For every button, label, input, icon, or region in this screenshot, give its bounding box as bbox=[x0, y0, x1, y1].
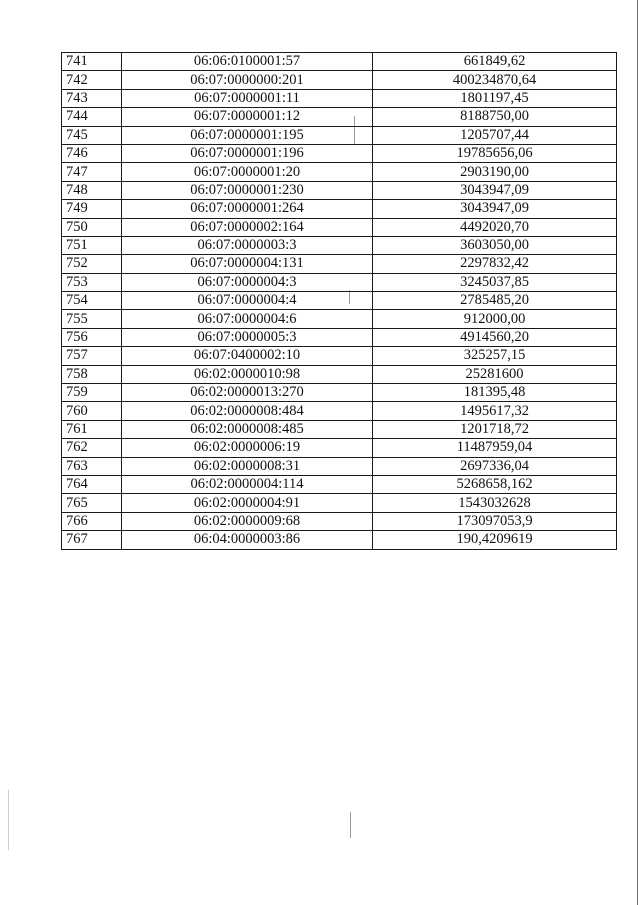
table-row bbox=[62, 163, 617, 181]
value-cell: 173097053,9 bbox=[373, 512, 617, 530]
table-row bbox=[62, 494, 617, 512]
value-cell: 4914560,20 bbox=[373, 328, 617, 346]
table-row bbox=[62, 512, 617, 530]
value-cell: 1801197,45 bbox=[373, 89, 617, 107]
table-row bbox=[62, 457, 617, 475]
cadastral-number-cell: 06:02:0000010:98 bbox=[122, 365, 373, 383]
row-number-cell: 744 bbox=[62, 108, 122, 126]
cadastral-number-cell: 06:07:0000001:264 bbox=[122, 200, 373, 218]
row-number-cell: 745 bbox=[62, 126, 122, 144]
value-cell: 325257,15 bbox=[373, 347, 617, 365]
table-row bbox=[62, 53, 617, 71]
cadastral-number-cell: 06:07:0000004:3 bbox=[122, 273, 373, 291]
table-row bbox=[62, 420, 617, 438]
row-number-cell: 741 bbox=[62, 53, 122, 71]
cadastral-number-cell: 06:07:0000001:12 bbox=[122, 108, 373, 126]
table-row bbox=[62, 475, 617, 493]
table-row bbox=[62, 144, 617, 162]
cadastral-number-cell: 06:06:0100001:57 bbox=[122, 53, 373, 71]
table-body bbox=[62, 53, 617, 550]
cadastral-number-cell: 06:02:0000004:91 bbox=[122, 494, 373, 512]
value-cell: 8188750,00 bbox=[373, 108, 617, 126]
value-cell: 400234870,64 bbox=[373, 71, 617, 89]
value-cell: 11487959,04 bbox=[373, 439, 617, 457]
value-cell: 3043947,09 bbox=[373, 200, 617, 218]
row-number-cell: 763 bbox=[62, 457, 122, 475]
cadastral-number-cell: 06:02:0000008:31 bbox=[122, 457, 373, 475]
row-number-cell: 752 bbox=[62, 255, 122, 273]
row-number-cell: 765 bbox=[62, 494, 122, 512]
table-row bbox=[62, 328, 617, 346]
value-cell: 2903190,00 bbox=[373, 163, 617, 181]
value-cell: 3245037,85 bbox=[373, 273, 617, 291]
table-row bbox=[62, 347, 617, 365]
value-cell: 190,4209619 bbox=[373, 531, 617, 549]
cadastral-number-cell: 06:02:0000008:485 bbox=[122, 420, 373, 438]
value-cell: 912000,00 bbox=[373, 310, 617, 328]
cadastral-value-table bbox=[61, 52, 617, 550]
row-number-cell: 757 bbox=[62, 347, 122, 365]
table-row bbox=[62, 439, 617, 457]
cadastral-number-cell: 06:02:0000006:19 bbox=[122, 439, 373, 457]
row-number-cell: 762 bbox=[62, 439, 122, 457]
cadastral-number-cell: 06:07:0000004:4 bbox=[122, 292, 373, 310]
scan-artifact bbox=[8, 790, 9, 850]
row-number-cell: 755 bbox=[62, 310, 122, 328]
value-cell: 25281600 bbox=[373, 365, 617, 383]
row-number-cell: 756 bbox=[62, 328, 122, 346]
table-row bbox=[62, 384, 617, 402]
row-number-cell: 760 bbox=[62, 402, 122, 420]
table-row bbox=[62, 236, 617, 254]
value-cell: 2785485,20 bbox=[373, 292, 617, 310]
value-cell: 19785656,06 bbox=[373, 144, 617, 162]
cadastral-number-cell: 06:07:0400002:10 bbox=[122, 347, 373, 365]
cadastral-number-cell: 06:07:0000004:131 bbox=[122, 255, 373, 273]
cadastral-number-cell: 06:07:0000005:3 bbox=[122, 328, 373, 346]
value-cell: 661849,62 bbox=[373, 53, 617, 71]
scan-artifact bbox=[350, 812, 351, 838]
cadastral-number-cell: 06:02:0000009:68 bbox=[122, 512, 373, 530]
row-number-cell: 746 bbox=[62, 144, 122, 162]
row-number-cell: 764 bbox=[62, 475, 122, 493]
row-number-cell: 767 bbox=[62, 531, 122, 549]
value-cell: 2697336,04 bbox=[373, 457, 617, 475]
cadastral-number-cell: 06:07:0000002:164 bbox=[122, 218, 373, 236]
row-number-cell: 754 bbox=[62, 292, 122, 310]
value-cell: 181395,48 bbox=[373, 384, 617, 402]
page-edge-line bbox=[637, 0, 638, 905]
table-row bbox=[62, 89, 617, 107]
cadastral-number-cell: 06:04:0000003:86 bbox=[122, 531, 373, 549]
row-number-cell: 742 bbox=[62, 71, 122, 89]
cadastral-number-cell: 06:02:0000004:114 bbox=[122, 475, 373, 493]
row-number-cell: 761 bbox=[62, 420, 122, 438]
value-cell: 1205707,44 bbox=[373, 126, 617, 144]
table-row bbox=[62, 292, 617, 310]
value-cell: 2297832,42 bbox=[373, 255, 617, 273]
row-number-cell: 747 bbox=[62, 163, 122, 181]
cadastral-number-cell: 06:07:0000004:6 bbox=[122, 310, 373, 328]
table-row bbox=[62, 126, 617, 144]
value-cell: 5268658,162 bbox=[373, 475, 617, 493]
row-number-cell: 751 bbox=[62, 236, 122, 254]
row-number-cell: 749 bbox=[62, 200, 122, 218]
row-number-cell: 758 bbox=[62, 365, 122, 383]
cadastral-number-cell: 06:02:0000008:484 bbox=[122, 402, 373, 420]
value-cell: 3603050,00 bbox=[373, 236, 617, 254]
table-row bbox=[62, 402, 617, 420]
cadastral-number-cell: 06:07:0000001:230 bbox=[122, 181, 373, 199]
cadastral-number-cell: 06:07:0000001:11 bbox=[122, 89, 373, 107]
table-row bbox=[62, 273, 617, 291]
row-number-cell: 748 bbox=[62, 181, 122, 199]
table-row bbox=[62, 255, 617, 273]
value-cell: 1543032628 bbox=[373, 494, 617, 512]
value-cell: 4492020,70 bbox=[373, 218, 617, 236]
table-row bbox=[62, 531, 617, 549]
row-number-cell: 753 bbox=[62, 273, 122, 291]
row-number-cell: 766 bbox=[62, 512, 122, 530]
table-row bbox=[62, 181, 617, 199]
cadastral-number-cell: 06:02:0000013:270 bbox=[122, 384, 373, 402]
table-row bbox=[62, 310, 617, 328]
table-row bbox=[62, 71, 617, 89]
table-row bbox=[62, 200, 617, 218]
cadastral-number-cell: 06:07:0000001:195 bbox=[122, 126, 373, 144]
cadastral-number-cell: 06:07:0000000:201 bbox=[122, 71, 373, 89]
table-row bbox=[62, 218, 617, 236]
table-row bbox=[62, 108, 617, 126]
cadastral-number-cell: 06:07:0000003:3 bbox=[122, 236, 373, 254]
cadastral-number-cell: 06:07:0000001:196 bbox=[122, 144, 373, 162]
value-cell: 1201718,72 bbox=[373, 420, 617, 438]
row-number-cell: 759 bbox=[62, 384, 122, 402]
row-number-cell: 750 bbox=[62, 218, 122, 236]
value-cell: 1495617,32 bbox=[373, 402, 617, 420]
table-row bbox=[62, 365, 617, 383]
cadastral-number-cell: 06:07:0000001:20 bbox=[122, 163, 373, 181]
row-number-cell: 743 bbox=[62, 89, 122, 107]
value-cell: 3043947,09 bbox=[373, 181, 617, 199]
